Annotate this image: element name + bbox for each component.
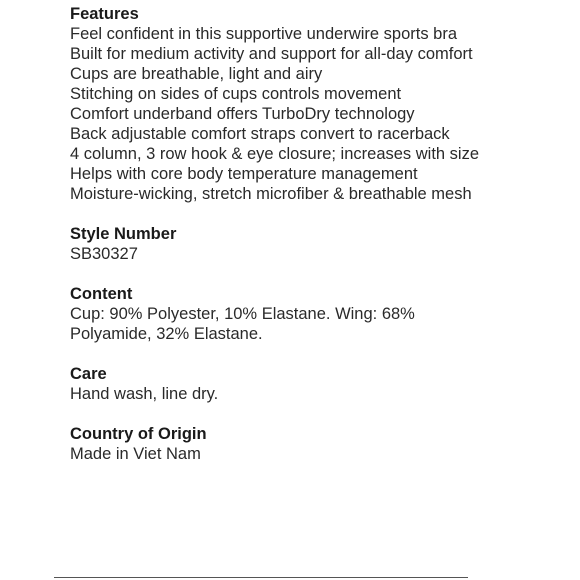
feature-item: Stitching on sides of cups controls movement: [70, 85, 402, 103]
feature-item: Comfort underband offers TurboDry technology: [70, 105, 415, 123]
feature-item: Feel confident in this supportive underwire sports bra: [70, 25, 458, 43]
care-value: Hand wash, line dry.: [70, 385, 219, 403]
features-heading: Features: [70, 5, 139, 23]
product-details: [70, 4, 490, 484]
features-list: [70, 24, 490, 204]
country-of-origin-section: [70, 424, 490, 464]
features-section: [70, 4, 490, 204]
bottom-divider: [54, 577, 468, 578]
feature-item: Built for medium activity and support for all-day comfort: [70, 45, 473, 63]
feature-item: Back adjustable comfort straps convert to racerback: [70, 125, 450, 143]
feature-item: Moisture-wicking, stretch microfiber & breathable mesh: [70, 185, 472, 203]
country-of-origin-value: Made in Viet Nam: [70, 445, 201, 463]
content-heading: Content: [70, 285, 133, 303]
care-heading: Care: [70, 365, 107, 383]
country-of-origin-heading: Country of Origin: [70, 425, 207, 443]
feature-item: Cups are breathable, light and airy: [70, 65, 323, 83]
feature-item: Helps with core body temperature management: [70, 165, 418, 183]
content-value: Cup: 90% Polyester, 10% Elastane. Wing: 68% Polyamide, 32% Elastane.: [70, 305, 415, 343]
style-number-section: [70, 224, 490, 264]
style-number-heading: Style Number: [70, 225, 177, 243]
care-section: [70, 364, 490, 404]
style-number-value: SB30327: [70, 245, 138, 263]
content-section: [70, 284, 490, 344]
feature-item: 4 column, 3 row hook & eye closure; increases with size: [70, 145, 480, 163]
